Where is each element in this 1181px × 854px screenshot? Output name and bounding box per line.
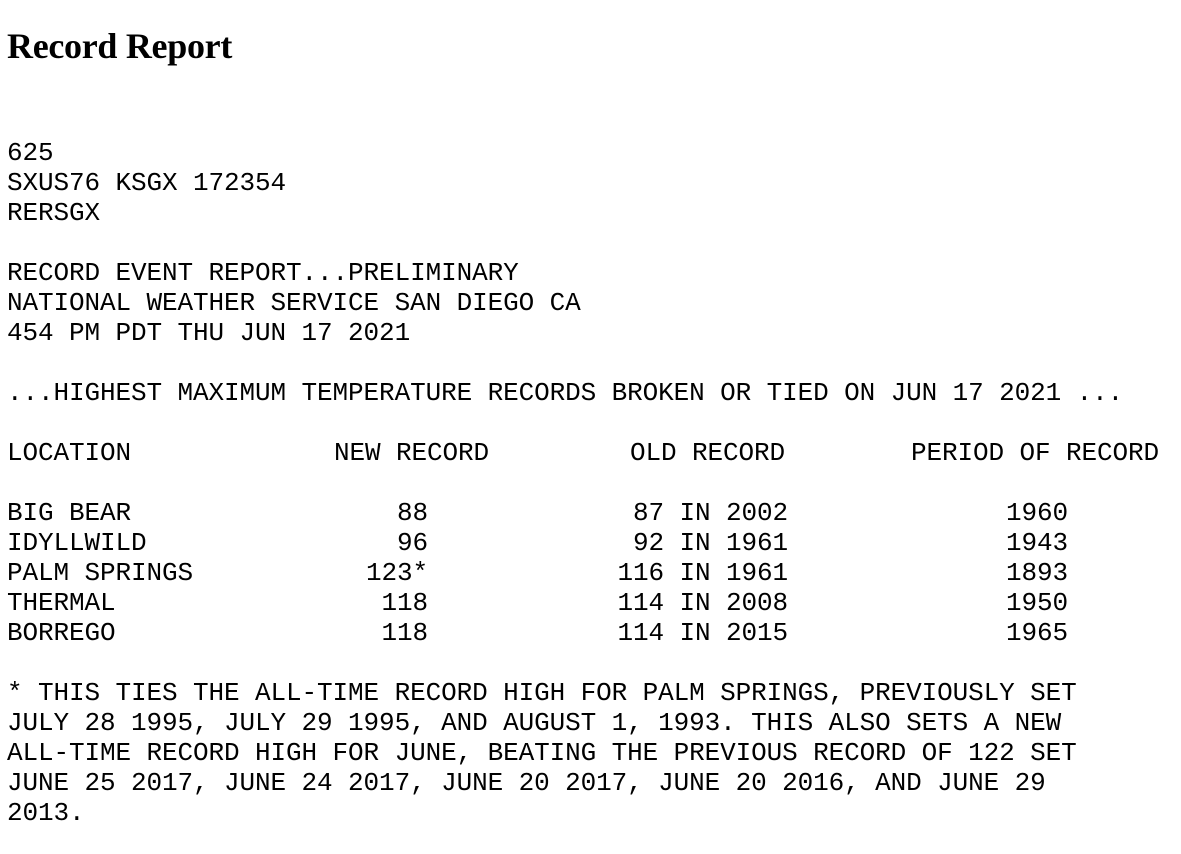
header-new-record: NEW RECORD — [334, 438, 490, 468]
row-period-of-record: 1943 — [1005, 528, 1068, 558]
footnote-line-2: JULY 28 1995, JULY 29 1995, AND AUGUST 1, 1993. THIS ALSO SETS A NEW — [7, 708, 1062, 738]
footnote-line-3: ALL-TIME RECORD HIGH FOR JUNE, BEATING THE PREVIOUS RECORD OF 122 SET — [7, 738, 1077, 768]
header-period-of-record: PERIOD OF RECORD — [911, 438, 1160, 468]
report-headline: ...HIGHEST MAXIMUM TEMPERATURE RECORDS BROKEN OR TIED ON JUN 17 2021 ... — [7, 378, 1124, 408]
row-old-record: 114 IN 2008 — [617, 588, 788, 618]
report-type: RECORD EVENT REPORT...PRELIMINARY — [7, 258, 519, 288]
row-location: BORREGO — [7, 618, 116, 648]
footnote-line-4: JUNE 25 2017, JUNE 24 2017, JUNE 20 2017, JUNE 20 2016, AND JUNE 29 — [7, 768, 1046, 798]
row-new-record: 88 — [396, 498, 428, 528]
row-old-record: 87 IN 2002 — [632, 498, 788, 528]
header-line-2: SXUS76 KSGX 172354 — [7, 168, 287, 198]
footnote-line-1: * THIS TIES THE ALL-TIME RECORD HIGH FOR PALM SPRINGS, PREVIOUSLY SET — [7, 678, 1077, 708]
header-old-record: OLD RECORD — [630, 438, 786, 468]
row-period-of-record: 1950 — [1005, 588, 1068, 618]
header-line-3: RERSGX — [7, 198, 101, 228]
footnote-line-5: 2013. — [7, 798, 85, 828]
header-line-1: 625 — [7, 138, 54, 168]
row-location: IDYLLWILD — [7, 528, 147, 558]
row-location: PALM SPRINGS — [7, 558, 194, 588]
row-period-of-record: 1960 — [1005, 498, 1068, 528]
row-old-record: 114 IN 2015 — [617, 618, 788, 648]
report-issued-time: 454 PM PDT THU JUN 17 2021 — [7, 318, 411, 348]
page-title: Record Report — [7, 26, 233, 66]
row-location: THERMAL — [7, 588, 116, 618]
row-period-of-record: 1893 — [1005, 558, 1068, 588]
row-old-record: 92 IN 1961 — [632, 528, 788, 558]
row-old-record: 116 IN 1961 — [617, 558, 788, 588]
row-new-record: 118 — [381, 618, 428, 648]
row-new-record: 123* — [366, 558, 429, 588]
row-location: BIG BEAR — [7, 498, 132, 528]
row-new-record: 96 — [396, 528, 428, 558]
row-period-of-record: 1965 — [1005, 618, 1068, 648]
report-office: NATIONAL WEATHER SERVICE SAN DIEGO CA — [7, 288, 581, 318]
row-new-record: 118 — [381, 588, 428, 618]
header-location: LOCATION — [7, 438, 132, 468]
